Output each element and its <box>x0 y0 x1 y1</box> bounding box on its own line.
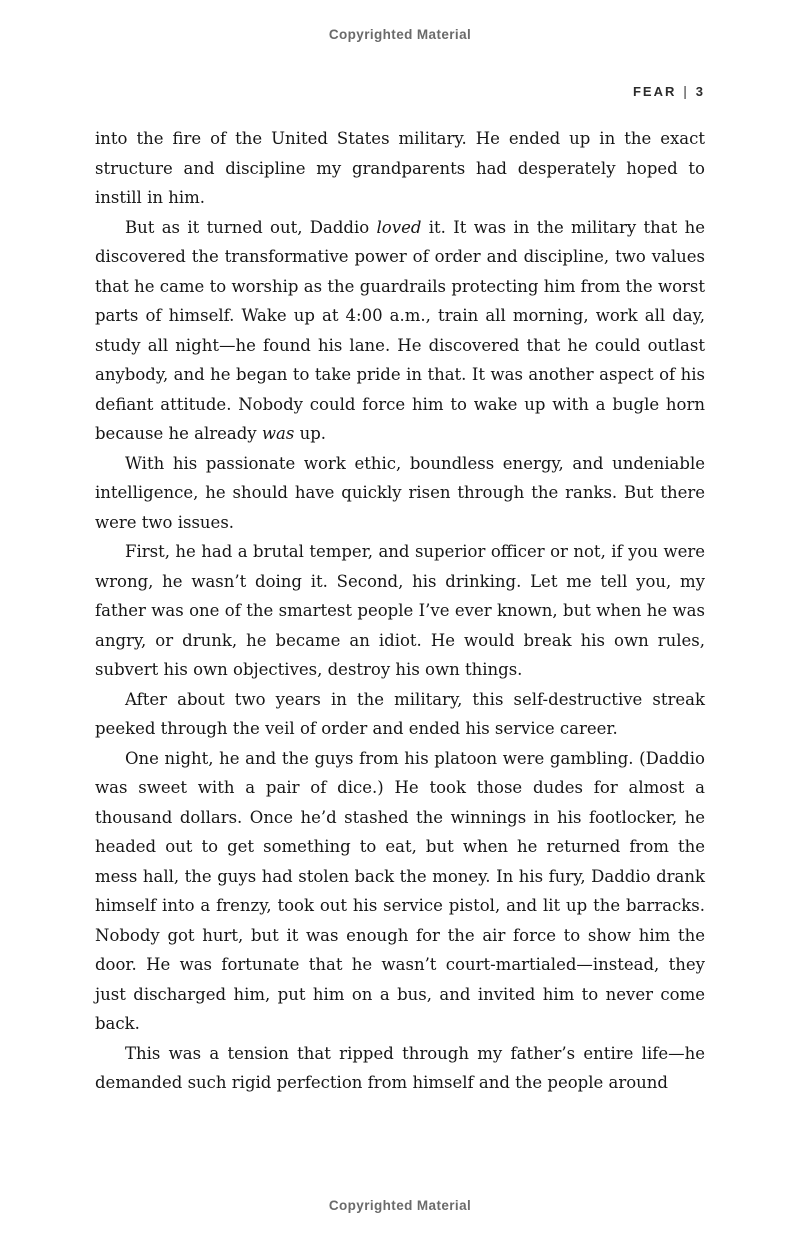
text-run: up. <box>294 424 327 443</box>
copyright-notice-bottom: Copyrighted Material <box>328 1198 472 1213</box>
text-run: With his passionate work ethic, boundless energy, and undeniable intelligence, he should have quickly risen through the ranks. But there were two issues. <box>95 453 705 532</box>
page-content <box>95 84 705 1098</box>
paragraph <box>95 744 705 1039</box>
text-run: After about two years in the military, this self-destructive streak peeked through the veil of order and ended his service career. <box>95 689 705 738</box>
chapter-title: FEAR <box>632 84 677 99</box>
italic-text: loved <box>376 217 422 237</box>
text-run: One night, he and the guys from his platoon were gambling. (Daddio was sweet with a pair of dice.) He took those dudes for almost a thousand dollars. Once he’d stashed the winnings in his footlocker, he headed out to get something to eat, but when he returned from the mess hall, the guys had stolen back the money. In his fury, Daddio drank himself into a frenzy, took out his service pistol, and lit up the barracks. Nobody got hurt, but it was enough for the air force to show him the door. He was fortunate that he wasn’t court-martialed—instead, they just discharged him, put him on a bus, and invited him to never come back. <box>95 748 705 1033</box>
text-run: This was a tension that ripped through my father’s entire life—he demanded such rigid perfection from himself and the people around <box>95 1043 705 1092</box>
text-run: But as it turned out, Daddio <box>125 217 377 237</box>
paragraph <box>95 537 705 685</box>
text-run: First, he had a brutal temper, and superior officer or not, if you were wrong, he wasn’t doing it. Second, his drinking. Let me tell you, my father was one of the smartest people I’ve ever known, but when he was angry, or drunk, he became an idiot. He would break his own rules, subvert his own objectives, destroy his own things. <box>95 542 705 679</box>
text-run: it. It was in the military that he discovered the transformative power of order and discipline, two values that he came to worship as the guardrails protecting him from the worst parts of himself. Wake up at 4:00 a.m., train all morning, work all day, study all night—he found his lane. He discovered that he could outlast anybody, and he began to take pride in that. It was another aspect of his defiant attitude. Nobody could force him to wake up with a bugle horn because he already <box>95 217 705 443</box>
paragraph <box>95 124 705 213</box>
copyright-notice-top: Copyrighted Material <box>328 27 472 42</box>
page-number: 3 <box>695 84 705 99</box>
paragraph <box>95 685 705 744</box>
paragraph <box>95 449 705 538</box>
paragraph <box>95 1039 705 1098</box>
body-text <box>95 124 705 1098</box>
running-head <box>95 84 705 99</box>
italic-text: was <box>261 424 295 443</box>
text-run: into the fire of the United States military. He ended up in the exact structure and discipline my grandparents had desperately hoped to instill in him. <box>95 129 705 207</box>
header-separator: | <box>683 83 689 100</box>
paragraph <box>95 213 705 449</box>
